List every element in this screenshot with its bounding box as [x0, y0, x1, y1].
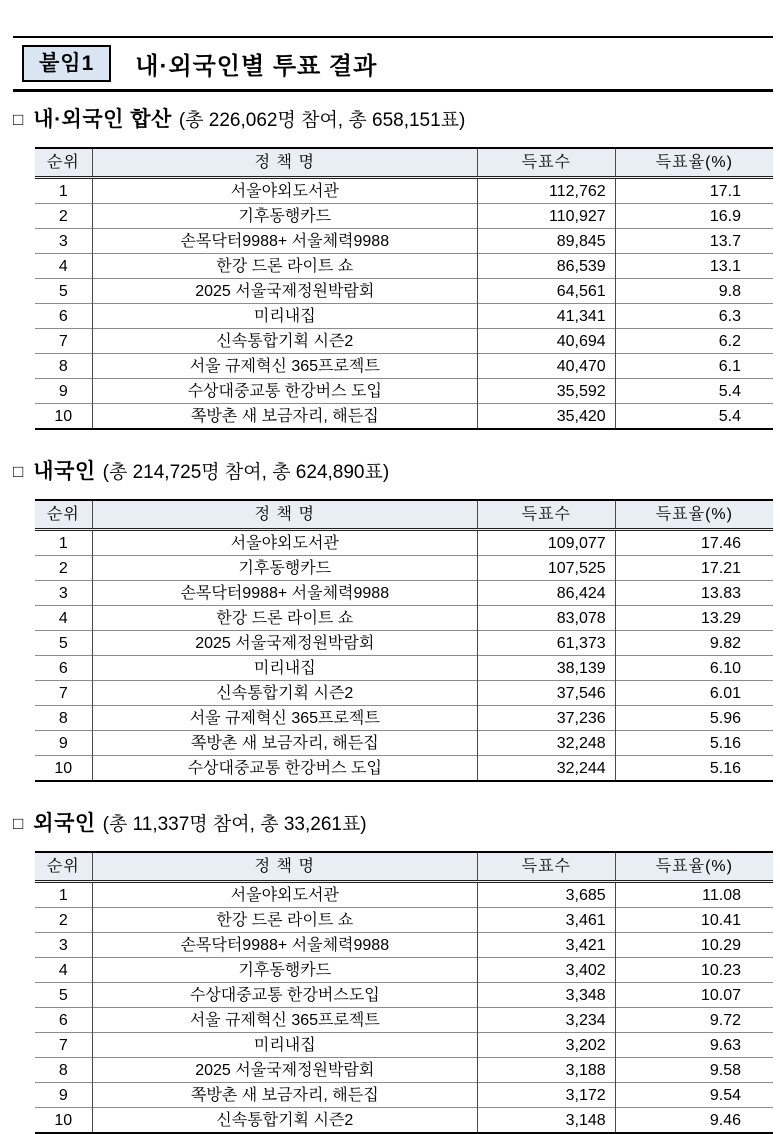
table-row: [35, 681, 773, 706]
rank-cell: 4: [35, 254, 92, 279]
policy-cell: 미리내집: [92, 656, 477, 681]
votes-cell: 3,685: [477, 882, 615, 908]
percent-cell: 5.4: [615, 379, 773, 404]
rank-cell: 6: [35, 656, 92, 681]
percent-cell: 6.10: [615, 656, 773, 681]
rank-cell: 2: [35, 204, 92, 229]
rank-cell: 5: [35, 631, 92, 656]
table-body: [35, 530, 773, 782]
policy-cell: 한강 드론 라이트 쇼: [92, 908, 477, 933]
rank-cell: 6: [35, 304, 92, 329]
table-header-row: [35, 148, 773, 178]
col-header-percent: 득표율(%): [615, 500, 773, 530]
percent-cell: 9.63: [615, 1033, 773, 1058]
col-header-policy: 정 책 명: [92, 148, 477, 178]
votes-cell: 38,139: [477, 656, 615, 681]
votes-cell: 3,402: [477, 958, 615, 983]
table-row: [35, 706, 773, 731]
rank-cell: 1: [35, 530, 92, 556]
votes-cell: 83,078: [477, 606, 615, 631]
section-subtitle: (총 11,337명 참여, 총 33,261표): [102, 814, 367, 835]
percent-cell: 11.08: [615, 882, 773, 908]
percent-cell: 5.4: [615, 404, 773, 430]
policy-cell: 서울 규제혁신 365프로젝트: [92, 354, 477, 379]
votes-cell: 110,927: [477, 204, 615, 229]
section-subtitle: (총 214,725명 참여, 총 624,890표): [102, 462, 390, 483]
col-header-votes: 득표수: [477, 500, 615, 530]
rank-cell: 8: [35, 354, 92, 379]
policy-cell: 신속통합기획 시즌2: [92, 681, 477, 706]
percent-cell: 16.9: [615, 204, 773, 229]
rank-cell: 7: [35, 681, 92, 706]
percent-cell: 13.29: [615, 606, 773, 631]
policy-cell: 한강 드론 라이트 쇼: [92, 254, 477, 279]
votes-cell: 35,420: [477, 404, 615, 430]
table-row: [35, 983, 773, 1008]
votes-cell: 40,694: [477, 329, 615, 354]
square-bullet-icon: □: [13, 110, 24, 129]
policy-cell: 2025 서울국제정원박람회: [92, 279, 477, 304]
rank-cell: 1: [35, 882, 92, 908]
section-title: 내·외국인 합산: [33, 108, 172, 131]
policy-cell: 서울 규제혁신 365프로젝트: [92, 1008, 477, 1033]
table-header-row: [35, 852, 773, 882]
policy-cell: 미리내집: [92, 304, 477, 329]
votes-cell: 3,234: [477, 1008, 615, 1033]
page-title: 내·외국인별 투표 결과: [135, 53, 378, 80]
policy-cell: 기후동행카드: [92, 204, 477, 229]
policy-cell: 손목닥터9988+ 서울체력9988: [92, 229, 477, 254]
percent-cell: 13.83: [615, 581, 773, 606]
percent-cell: 9.54: [615, 1083, 773, 1108]
table-row: [35, 556, 773, 581]
percent-cell: 6.3: [615, 304, 773, 329]
attachment-badge: 붙임1: [22, 45, 111, 82]
votes-cell: 3,172: [477, 1083, 615, 1108]
table-row: [35, 304, 773, 329]
percent-cell: 10.23: [615, 958, 773, 983]
table-row: [35, 379, 773, 404]
sections-container: [13, 107, 773, 1134]
policy-cell: 수상대중교통 한강버스 도입: [92, 756, 477, 782]
percent-cell: 9.72: [615, 1008, 773, 1033]
percent-cell: 5.16: [615, 756, 773, 782]
col-header-policy: 정 책 명: [92, 852, 477, 882]
rank-cell: 5: [35, 983, 92, 1008]
votes-cell: 61,373: [477, 631, 615, 656]
table-row: [35, 1083, 773, 1108]
rank-cell: 10: [35, 1108, 92, 1134]
table-row: [35, 933, 773, 958]
rank-cell: 8: [35, 706, 92, 731]
col-header-percent: 득표율(%): [615, 852, 773, 882]
votes-cell: 37,236: [477, 706, 615, 731]
section-title: 외국인: [33, 812, 96, 835]
col-header-percent: 득표율(%): [615, 148, 773, 178]
table-row: [35, 882, 773, 908]
percent-cell: 13.7: [615, 229, 773, 254]
result-section: [13, 459, 773, 782]
table-row: [35, 204, 773, 229]
votes-cell: 86,424: [477, 581, 615, 606]
table-row: [35, 1108, 773, 1134]
votes-cell: 37,546: [477, 681, 615, 706]
table-body: [35, 882, 773, 1134]
policy-cell: 2025 서울국제정원박람회: [92, 1058, 477, 1083]
col-header-policy: 정 책 명: [92, 500, 477, 530]
votes-cell: 40,470: [477, 354, 615, 379]
percent-cell: 6.1: [615, 354, 773, 379]
table-row: [35, 404, 773, 430]
rank-cell: 9: [35, 1083, 92, 1108]
rank-cell: 4: [35, 958, 92, 983]
percent-cell: 13.1: [615, 254, 773, 279]
policy-cell: 쪽방촌 새 보금자리, 해든집: [92, 731, 477, 756]
percent-cell: 5.16: [615, 731, 773, 756]
rank-cell: 5: [35, 279, 92, 304]
votes-cell: 3,148: [477, 1108, 615, 1134]
rank-cell: 9: [35, 379, 92, 404]
table-row: [35, 354, 773, 379]
policy-cell: 신속통합기획 시즌2: [92, 329, 477, 354]
rank-cell: 6: [35, 1008, 92, 1033]
table-row: [35, 606, 773, 631]
table-row: [35, 756, 773, 782]
policy-cell: 서울야외도서관: [92, 882, 477, 908]
votes-cell: 3,421: [477, 933, 615, 958]
table-header-row: [35, 500, 773, 530]
policy-cell: 신속통합기획 시즌2: [92, 1108, 477, 1134]
table-row: [35, 229, 773, 254]
percent-cell: 10.07: [615, 983, 773, 1008]
percent-cell: 10.29: [615, 933, 773, 958]
policy-cell: 서울야외도서관: [92, 178, 477, 204]
votes-cell: 3,461: [477, 908, 615, 933]
votes-cell: 32,244: [477, 756, 615, 782]
percent-cell: 9.82: [615, 631, 773, 656]
section-heading: [13, 811, 773, 837]
rank-cell: 2: [35, 556, 92, 581]
rank-cell: 7: [35, 1033, 92, 1058]
votes-cell: 109,077: [477, 530, 615, 556]
attachment-header: [13, 36, 773, 92]
votes-cell: 35,592: [477, 379, 615, 404]
table-row: [35, 656, 773, 681]
percent-cell: 6.2: [615, 329, 773, 354]
table-row: [35, 908, 773, 933]
col-header-rank: 순위: [35, 148, 92, 178]
percent-cell: 9.58: [615, 1058, 773, 1083]
percent-cell: 10.41: [615, 908, 773, 933]
table-row: [35, 1008, 773, 1033]
table-row: [35, 581, 773, 606]
policy-cell: 수상대중교통 한강버스 도입: [92, 379, 477, 404]
rank-cell: 4: [35, 606, 92, 631]
rank-cell: 10: [35, 404, 92, 430]
square-bullet-icon: □: [13, 814, 24, 833]
rank-cell: 8: [35, 1058, 92, 1083]
percent-cell: 9.46: [615, 1108, 773, 1134]
results-table: [35, 851, 773, 1134]
policy-cell: 미리내집: [92, 1033, 477, 1058]
percent-cell: 5.96: [615, 706, 773, 731]
section-subtitle: (총 226,062명 참여, 총 658,151표): [178, 110, 466, 131]
votes-cell: 3,202: [477, 1033, 615, 1058]
percent-cell: 9.8: [615, 279, 773, 304]
results-table: [35, 147, 773, 430]
rank-cell: 7: [35, 329, 92, 354]
percent-cell: 17.1: [615, 178, 773, 204]
policy-cell: 기후동행카드: [92, 556, 477, 581]
votes-cell: 89,845: [477, 229, 615, 254]
votes-cell: 41,341: [477, 304, 615, 329]
rank-cell: 10: [35, 756, 92, 782]
table-body: [35, 178, 773, 430]
table-row: [35, 530, 773, 556]
policy-cell: 손목닥터9988+ 서울체력9988: [92, 581, 477, 606]
table-row: [35, 1058, 773, 1083]
policy-cell: 쪽방촌 새 보금자리, 해든집: [92, 1083, 477, 1108]
rank-cell: 9: [35, 731, 92, 756]
votes-cell: 3,348: [477, 983, 615, 1008]
table-row: [35, 254, 773, 279]
policy-cell: 쪽방촌 새 보금자리, 해든집: [92, 404, 477, 430]
col-header-votes: 득표수: [477, 148, 615, 178]
col-header-rank: 순위: [35, 500, 92, 530]
table-row: [35, 631, 773, 656]
col-header-rank: 순위: [35, 852, 92, 882]
table-row: [35, 178, 773, 204]
percent-cell: 17.46: [615, 530, 773, 556]
result-section: [13, 107, 773, 430]
table-row: [35, 1033, 773, 1058]
policy-cell: 수상대중교통 한강버스도입: [92, 983, 477, 1008]
rank-cell: 2: [35, 908, 92, 933]
rank-cell: 3: [35, 581, 92, 606]
policy-cell: 기후동행카드: [92, 958, 477, 983]
section-title: 내국인: [33, 460, 96, 483]
section-heading: [13, 107, 773, 133]
votes-cell: 32,248: [477, 731, 615, 756]
result-section: [13, 811, 773, 1134]
percent-cell: 17.21: [615, 556, 773, 581]
policy-cell: 서울 규제혁신 365프로젝트: [92, 706, 477, 731]
square-bullet-icon: □: [13, 462, 24, 481]
votes-cell: 64,561: [477, 279, 615, 304]
table-row: [35, 958, 773, 983]
votes-cell: 3,188: [477, 1058, 615, 1083]
policy-cell: 손목닥터9988+ 서울체력9988: [92, 933, 477, 958]
percent-cell: 6.01: [615, 681, 773, 706]
table-row: [35, 279, 773, 304]
rank-cell: 1: [35, 178, 92, 204]
policy-cell: 서울야외도서관: [92, 530, 477, 556]
votes-cell: 112,762: [477, 178, 615, 204]
votes-cell: 86,539: [477, 254, 615, 279]
policy-cell: 한강 드론 라이트 쇼: [92, 606, 477, 631]
col-header-votes: 득표수: [477, 852, 615, 882]
table-row: [35, 731, 773, 756]
table-row: [35, 329, 773, 354]
policy-cell: 2025 서울국제정원박람회: [92, 631, 477, 656]
results-table: [35, 499, 773, 782]
section-heading: [13, 459, 773, 485]
rank-cell: 3: [35, 933, 92, 958]
votes-cell: 107,525: [477, 556, 615, 581]
rank-cell: 3: [35, 229, 92, 254]
